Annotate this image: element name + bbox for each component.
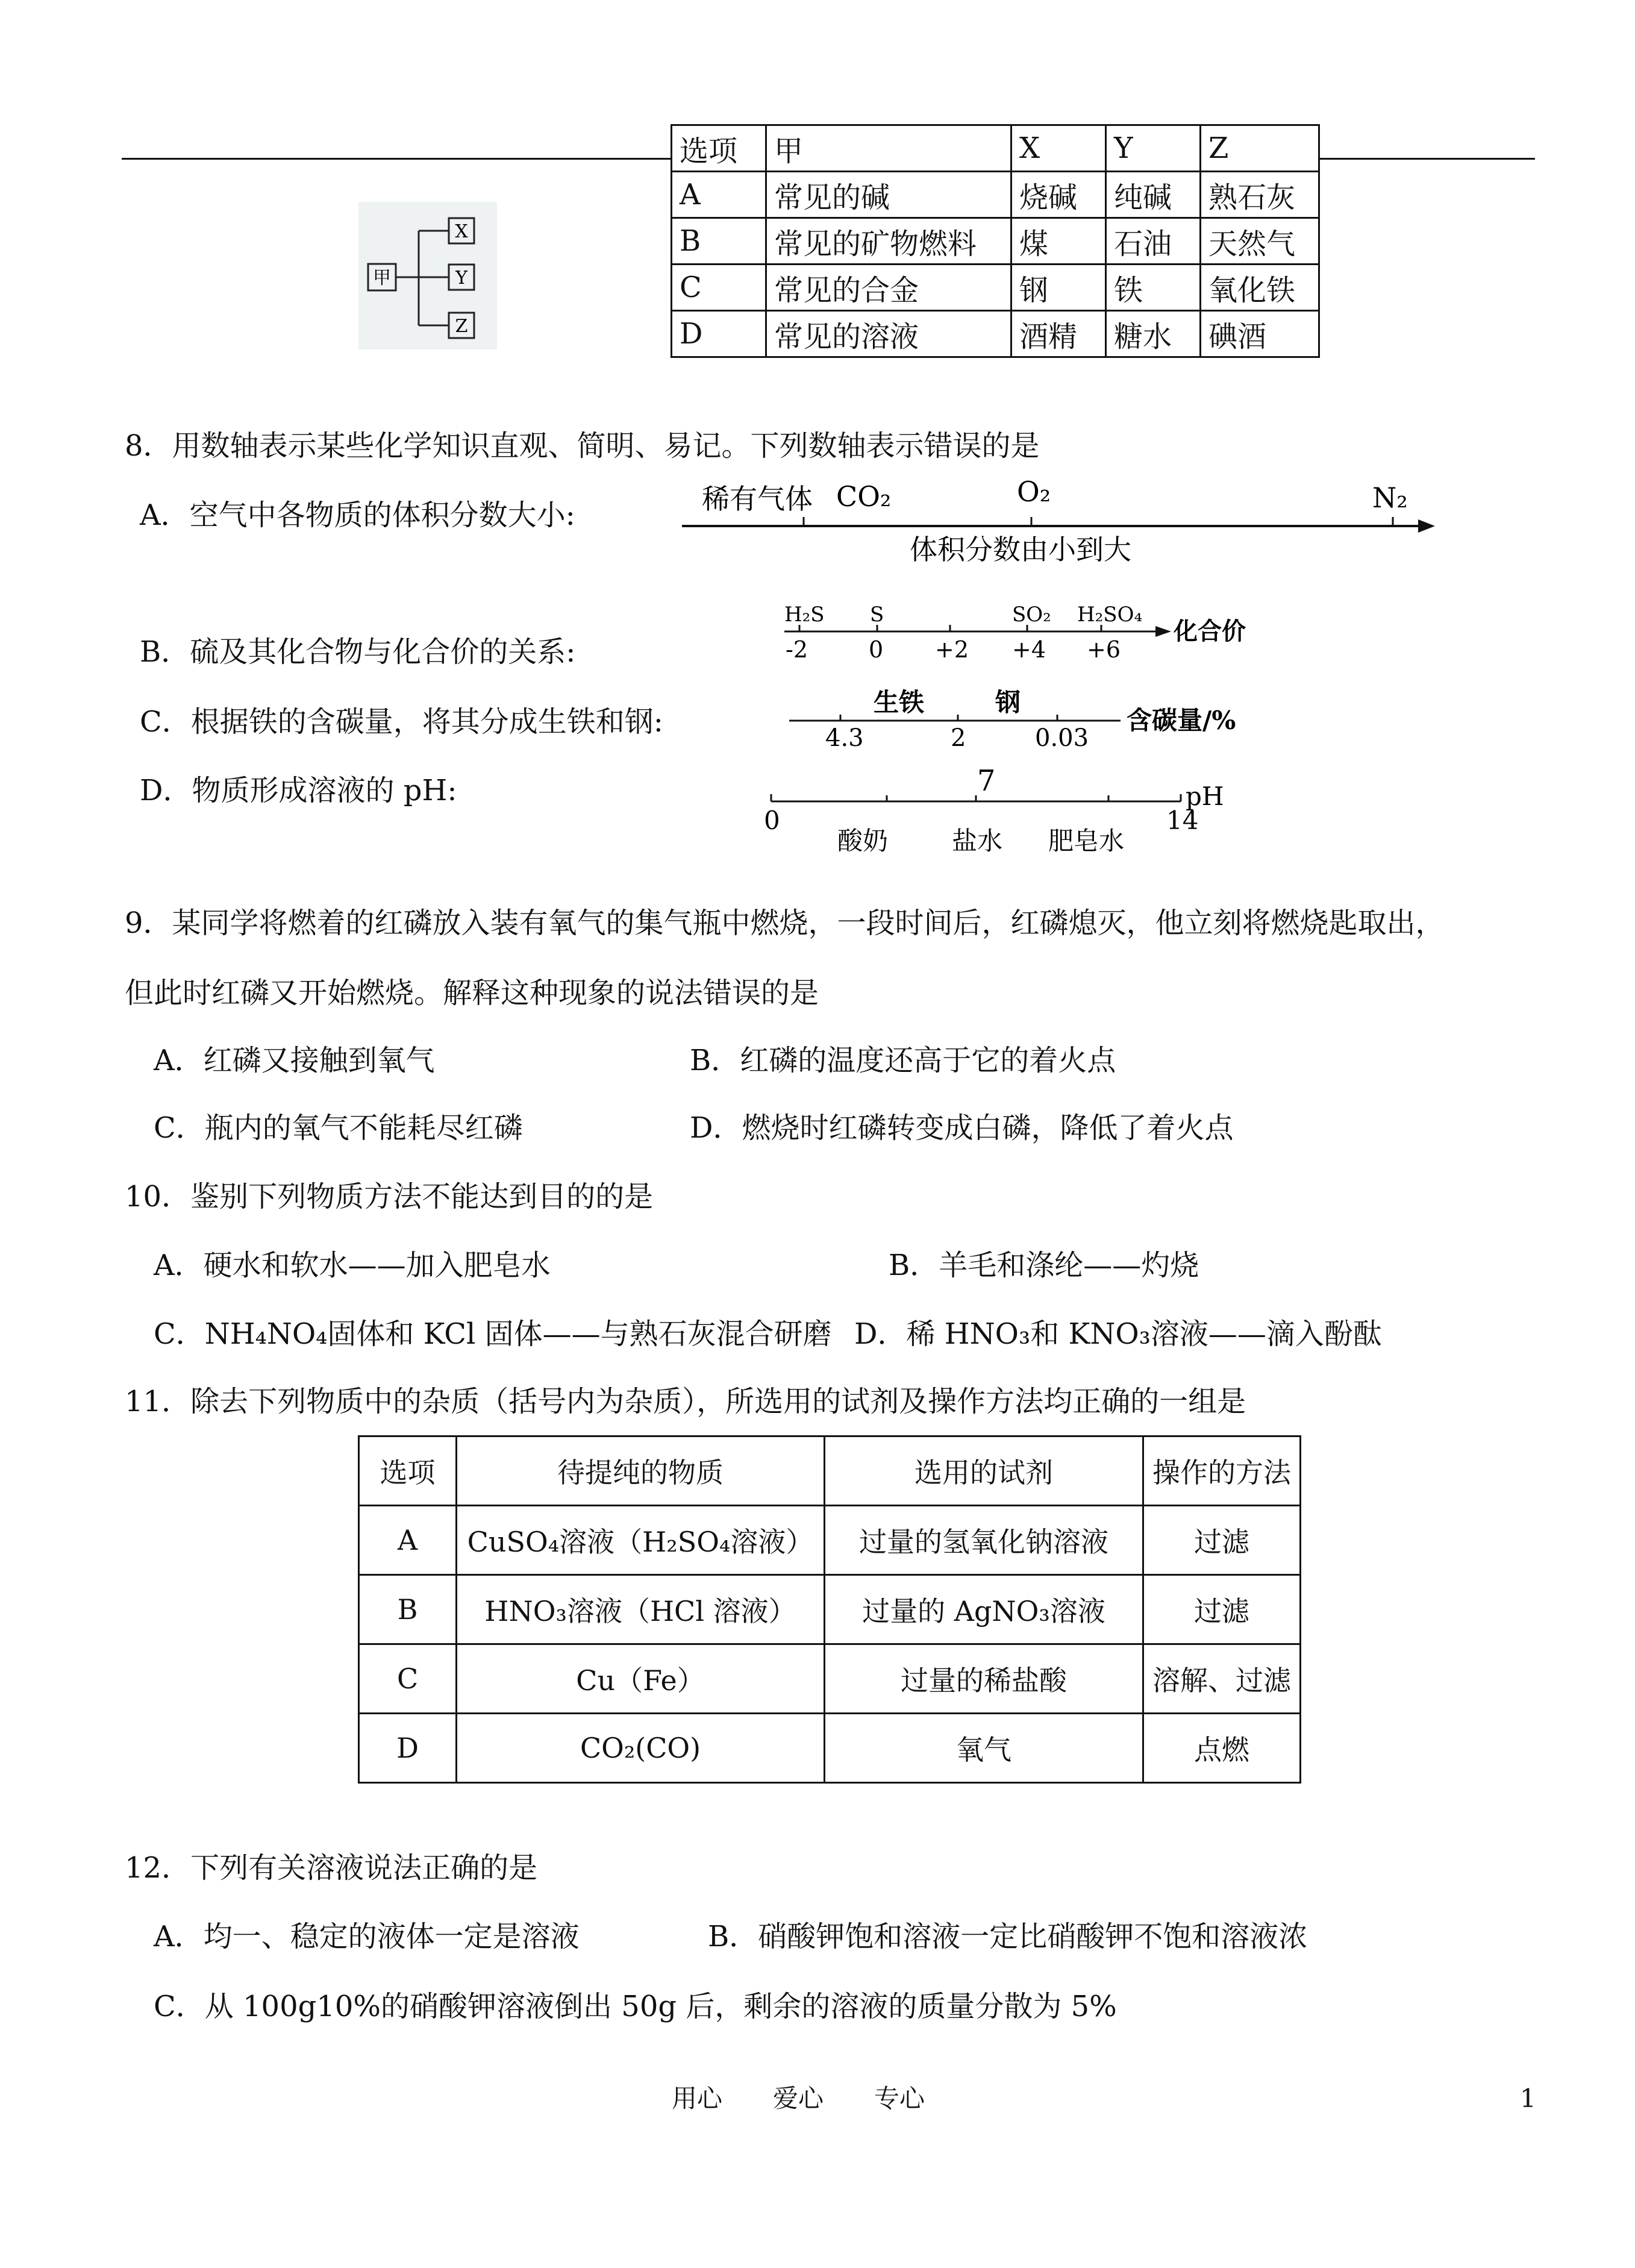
q10-stem: 10．鉴别下列物质方法不能达到目的的是 bbox=[125, 1180, 654, 1214]
table-cell: 氧化铁 bbox=[1201, 265, 1319, 311]
table-row bbox=[672, 311, 1319, 357]
table-row bbox=[359, 1644, 1301, 1714]
table-cell: Z bbox=[1201, 125, 1319, 172]
table-cell: Cu（Fe） bbox=[457, 1644, 825, 1714]
q8-option-c-label: C．根据铁的含碳量，将其分成生铁和钢: bbox=[140, 705, 663, 739]
q9-option-c: C．瓶内的氧气不能耗尽红磷 bbox=[154, 1111, 523, 1145]
axis-a-item-rare-gas: 稀有气体 bbox=[702, 483, 813, 515]
table-row bbox=[359, 1575, 1301, 1644]
table-cell: A bbox=[359, 1506, 457, 1575]
axis-b-valence bbox=[777, 600, 1277, 669]
diagram-root: 甲 bbox=[373, 268, 391, 289]
axis-b-value: +4 bbox=[1012, 636, 1046, 663]
table-cell: 纯碱 bbox=[1106, 172, 1201, 218]
axis-d-ph bbox=[753, 765, 1247, 868]
axis-c-value: 4.3 bbox=[825, 724, 864, 752]
axis-c-carbon-content bbox=[783, 687, 1265, 753]
axis-d-start: 0 bbox=[764, 806, 780, 835]
table-row bbox=[672, 265, 1319, 311]
table-cell: 溶解、过滤 bbox=[1143, 1644, 1301, 1714]
diagram-child-x: X bbox=[455, 221, 468, 242]
axis-d-unit: pH bbox=[1186, 782, 1224, 811]
table-row bbox=[672, 218, 1319, 265]
table-cell: 酒精 bbox=[1011, 311, 1106, 357]
axis-c-region-steel: 钢 bbox=[995, 688, 1021, 717]
axis-c-value: 0.03 bbox=[1035, 724, 1089, 752]
axis-d-item-saline: 盐水 bbox=[952, 826, 1003, 856]
q8-option-a-label: A．空气中各物质的体积分数大小: bbox=[140, 498, 575, 532]
q10-option-a: A．硬水和软水——加入肥皂水 bbox=[154, 1248, 551, 1282]
table-cell: 选项 bbox=[359, 1436, 457, 1506]
table-cell: X bbox=[1011, 125, 1106, 172]
axis-c-region-pig-iron: 生铁 bbox=[874, 688, 925, 717]
table-cell: CO₂(CO) bbox=[457, 1714, 825, 1783]
axis-d-item-soap-water: 肥皂水 bbox=[1048, 826, 1125, 856]
axis-b-arrow-label: 化合价 bbox=[1174, 617, 1246, 645]
q9-option-b: B．红磷的温度还高于它的着火点 bbox=[690, 1044, 1116, 1077]
table-cell: 糖水 bbox=[1106, 311, 1201, 357]
table-cell: 煤 bbox=[1011, 218, 1106, 265]
table-cell: 过量的 AgNO₃溶液 bbox=[824, 1575, 1143, 1644]
axis-a-item-co2: CO₂ bbox=[836, 480, 892, 513]
table-cell: Y bbox=[1106, 125, 1201, 172]
table-cell: C bbox=[359, 1644, 457, 1714]
q12-option-c: C．从 100g10%的硝酸钾溶液倒出 50g 后，剩余的溶液的质量分散为 5% bbox=[154, 1990, 1117, 2023]
table-header-row bbox=[672, 125, 1319, 172]
table-cell: 烧碱 bbox=[1011, 172, 1106, 218]
q10-option-c: C．NH₄NO₄固体和 KCl 固体——与熟石灰混合研磨 bbox=[154, 1317, 832, 1351]
table-cell: 过量的稀盐酸 bbox=[824, 1644, 1143, 1714]
table-cell: 操作的方法 bbox=[1143, 1436, 1301, 1506]
table-cell: 过量的氢氧化钠溶液 bbox=[824, 1506, 1143, 1575]
axis-b-value: -2 bbox=[786, 636, 808, 663]
table-cell: CuSO₄溶液（H₂SO₄溶液） bbox=[457, 1506, 825, 1575]
table-cell: 熟石灰 bbox=[1201, 172, 1319, 218]
footer-motto: 用心 爱心 专心 bbox=[672, 2084, 925, 2113]
axis-c-value: 2 bbox=[951, 724, 966, 752]
table-cell: 点燃 bbox=[1143, 1714, 1301, 1783]
axis-d-neutral-seven: 7 bbox=[977, 765, 996, 798]
table-cell: 甲 bbox=[766, 125, 1011, 172]
axis-b-value: +6 bbox=[1087, 636, 1121, 663]
table-row bbox=[672, 172, 1319, 218]
axis-b-species-h2so4: H₂SO₄ bbox=[1077, 603, 1143, 627]
table-cell: 常见的碱 bbox=[766, 172, 1011, 218]
table-cell: B bbox=[359, 1575, 457, 1644]
table-cell: D bbox=[672, 311, 766, 357]
q9-stem-line2: 但此时红磷又开始燃烧。解释这种现象的说法错误的是 bbox=[125, 976, 819, 1010]
q7-classification-table bbox=[671, 124, 1320, 358]
q8-option-b-label: B．硫及其化合物与化合价的关系: bbox=[140, 635, 576, 669]
q12-stem: 12．下列有关溶液说法正确的是 bbox=[125, 1851, 538, 1885]
axis-d-item-yogurt: 酸奶 bbox=[837, 826, 889, 856]
page-number: 1 bbox=[1520, 2084, 1536, 2113]
table-cell: 待提纯的物质 bbox=[457, 1436, 825, 1506]
table-cell: 选项 bbox=[672, 125, 766, 172]
axis-c-unit-label: 含碳量/% bbox=[1127, 706, 1236, 735]
table-cell: 钢 bbox=[1011, 265, 1106, 311]
table-cell: 过滤 bbox=[1143, 1575, 1301, 1644]
q8-option-d-label: D．物质形成溶液的 pH: bbox=[140, 774, 457, 807]
axis-a-item-n2: N₂ bbox=[1372, 481, 1408, 514]
table-cell: 石油 bbox=[1106, 218, 1201, 265]
q9-option-d: D．燃烧时红磷转变成白磷，降低了着火点 bbox=[690, 1111, 1234, 1145]
table-cell: 碘酒 bbox=[1201, 311, 1319, 357]
axis-b-species-so2: SO₂ bbox=[1012, 603, 1051, 627]
table-cell: HNO₃溶液（HCl 溶液） bbox=[457, 1575, 825, 1644]
table-row bbox=[359, 1714, 1301, 1783]
q12-option-a: A．均一、稳定的液体一定是溶液 bbox=[154, 1920, 580, 1953]
q11-stem: 11．除去下列物质中的杂质（括号内为杂质），所选用的试剂及操作方法均正确的一组是 bbox=[125, 1385, 1246, 1418]
table-cell: B bbox=[672, 218, 766, 265]
table-cell: 选用的试剂 bbox=[824, 1436, 1143, 1506]
table-cell: 天然气 bbox=[1201, 218, 1319, 265]
axis-a-volume-fraction bbox=[675, 470, 1446, 572]
table-cell: 常见的溶液 bbox=[766, 311, 1011, 357]
q9-stem-line1: 9．某同学将燃着的红磷放入装有氧气的集气瓶中燃烧，一段时间后，红磷熄灭，他立刻将燃烧匙取出， bbox=[125, 906, 1445, 940]
table-cell: 过滤 bbox=[1143, 1506, 1301, 1575]
q9-option-a: A．红磷又接触到氧气 bbox=[154, 1044, 435, 1077]
axis-b-value: +2 bbox=[935, 636, 969, 663]
axis-b-species-h2s: H₂S bbox=[784, 603, 825, 627]
axis-d-end: 14 bbox=[1166, 806, 1199, 835]
table-row bbox=[359, 1506, 1301, 1575]
diagram-child-y: Y bbox=[455, 268, 467, 289]
q10-option-b: B．羊毛和涤纶——灼烧 bbox=[889, 1248, 1199, 1282]
q8-stem: 8．用数轴表示某些化学知识直观、简明、易记。下列数轴表示错误的是 bbox=[125, 429, 1040, 463]
jia-xyz-diagram bbox=[358, 202, 497, 349]
q10-option-d: D．稀 HNO₃和 KNO₃溶液——滴入酚酞 bbox=[854, 1317, 1382, 1351]
table-cell: 常见的矿物燃料 bbox=[766, 218, 1011, 265]
table-cell: C bbox=[672, 265, 766, 311]
axis-b-species-s: S bbox=[870, 603, 884, 627]
table-cell: 铁 bbox=[1106, 265, 1201, 311]
table-cell: 氧气 bbox=[824, 1714, 1143, 1783]
table-header-row bbox=[359, 1436, 1301, 1506]
table-cell: 常见的合金 bbox=[766, 265, 1011, 311]
axis-a-caption: 体积分数由小到大 bbox=[910, 533, 1131, 566]
axis-a-item-o2: O₂ bbox=[1017, 475, 1051, 508]
q11-purification-table bbox=[358, 1435, 1301, 1784]
q12-option-b: B．硝酸钾饱和溶液一定比硝酸钾不饱和溶液浓 bbox=[708, 1920, 1308, 1953]
axis-b-value: 0 bbox=[869, 636, 884, 663]
diagram-child-z: Z bbox=[455, 316, 468, 337]
table-cell: D bbox=[359, 1714, 457, 1783]
table-cell: A bbox=[672, 172, 766, 218]
